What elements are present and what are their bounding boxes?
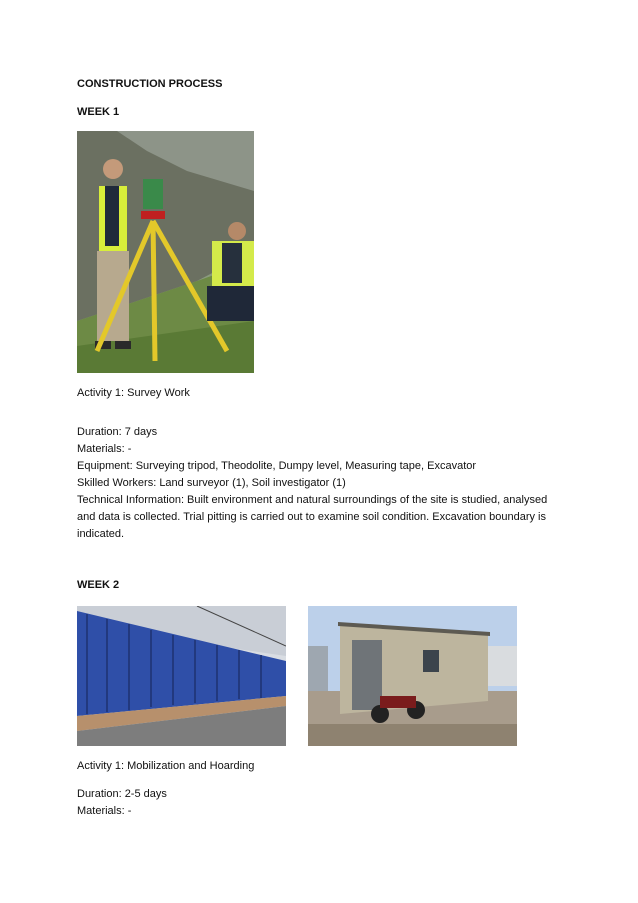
week1-equipment: Equipment: Surveying tripod, Theodolite, Dumpy level, Measuring tape, Excavator [77, 460, 477, 472]
week1-technical-line-3: indicated. [77, 528, 125, 540]
week2-activity: Activity 1: Mobilization and Hoarding [77, 760, 255, 772]
week2-details [77, 786, 557, 820]
week2-materials: Materials: - [77, 805, 132, 817]
week2-title: WEEK 2 [77, 579, 120, 591]
page-heading: CONSTRUCTION PROCESS [77, 78, 223, 90]
week1-details [77, 424, 557, 543]
week1-workers: Skilled Workers: Land surveyor (1), Soil investigator (1) [77, 477, 346, 489]
week1-title: WEEK 1 [77, 106, 120, 118]
week1-materials: Materials: - [77, 443, 132, 455]
site-cabin-photo [308, 606, 517, 746]
week2-duration: Duration: 2-5 days [77, 788, 167, 800]
survey-photo [77, 131, 254, 373]
week1-technical-line-1: Technical Information: Built environment and natural surroundings of the site is studied, analysed [77, 494, 548, 506]
week1-technical-line-2: and data is collected. Trial pitting is carried out to examine soil condition. Excavation boundary is [77, 511, 546, 523]
week1-duration: Duration: 7 days [77, 426, 158, 438]
hoarding-photo [77, 606, 286, 746]
week1-activity: Activity 1: Survey Work [77, 387, 190, 399]
